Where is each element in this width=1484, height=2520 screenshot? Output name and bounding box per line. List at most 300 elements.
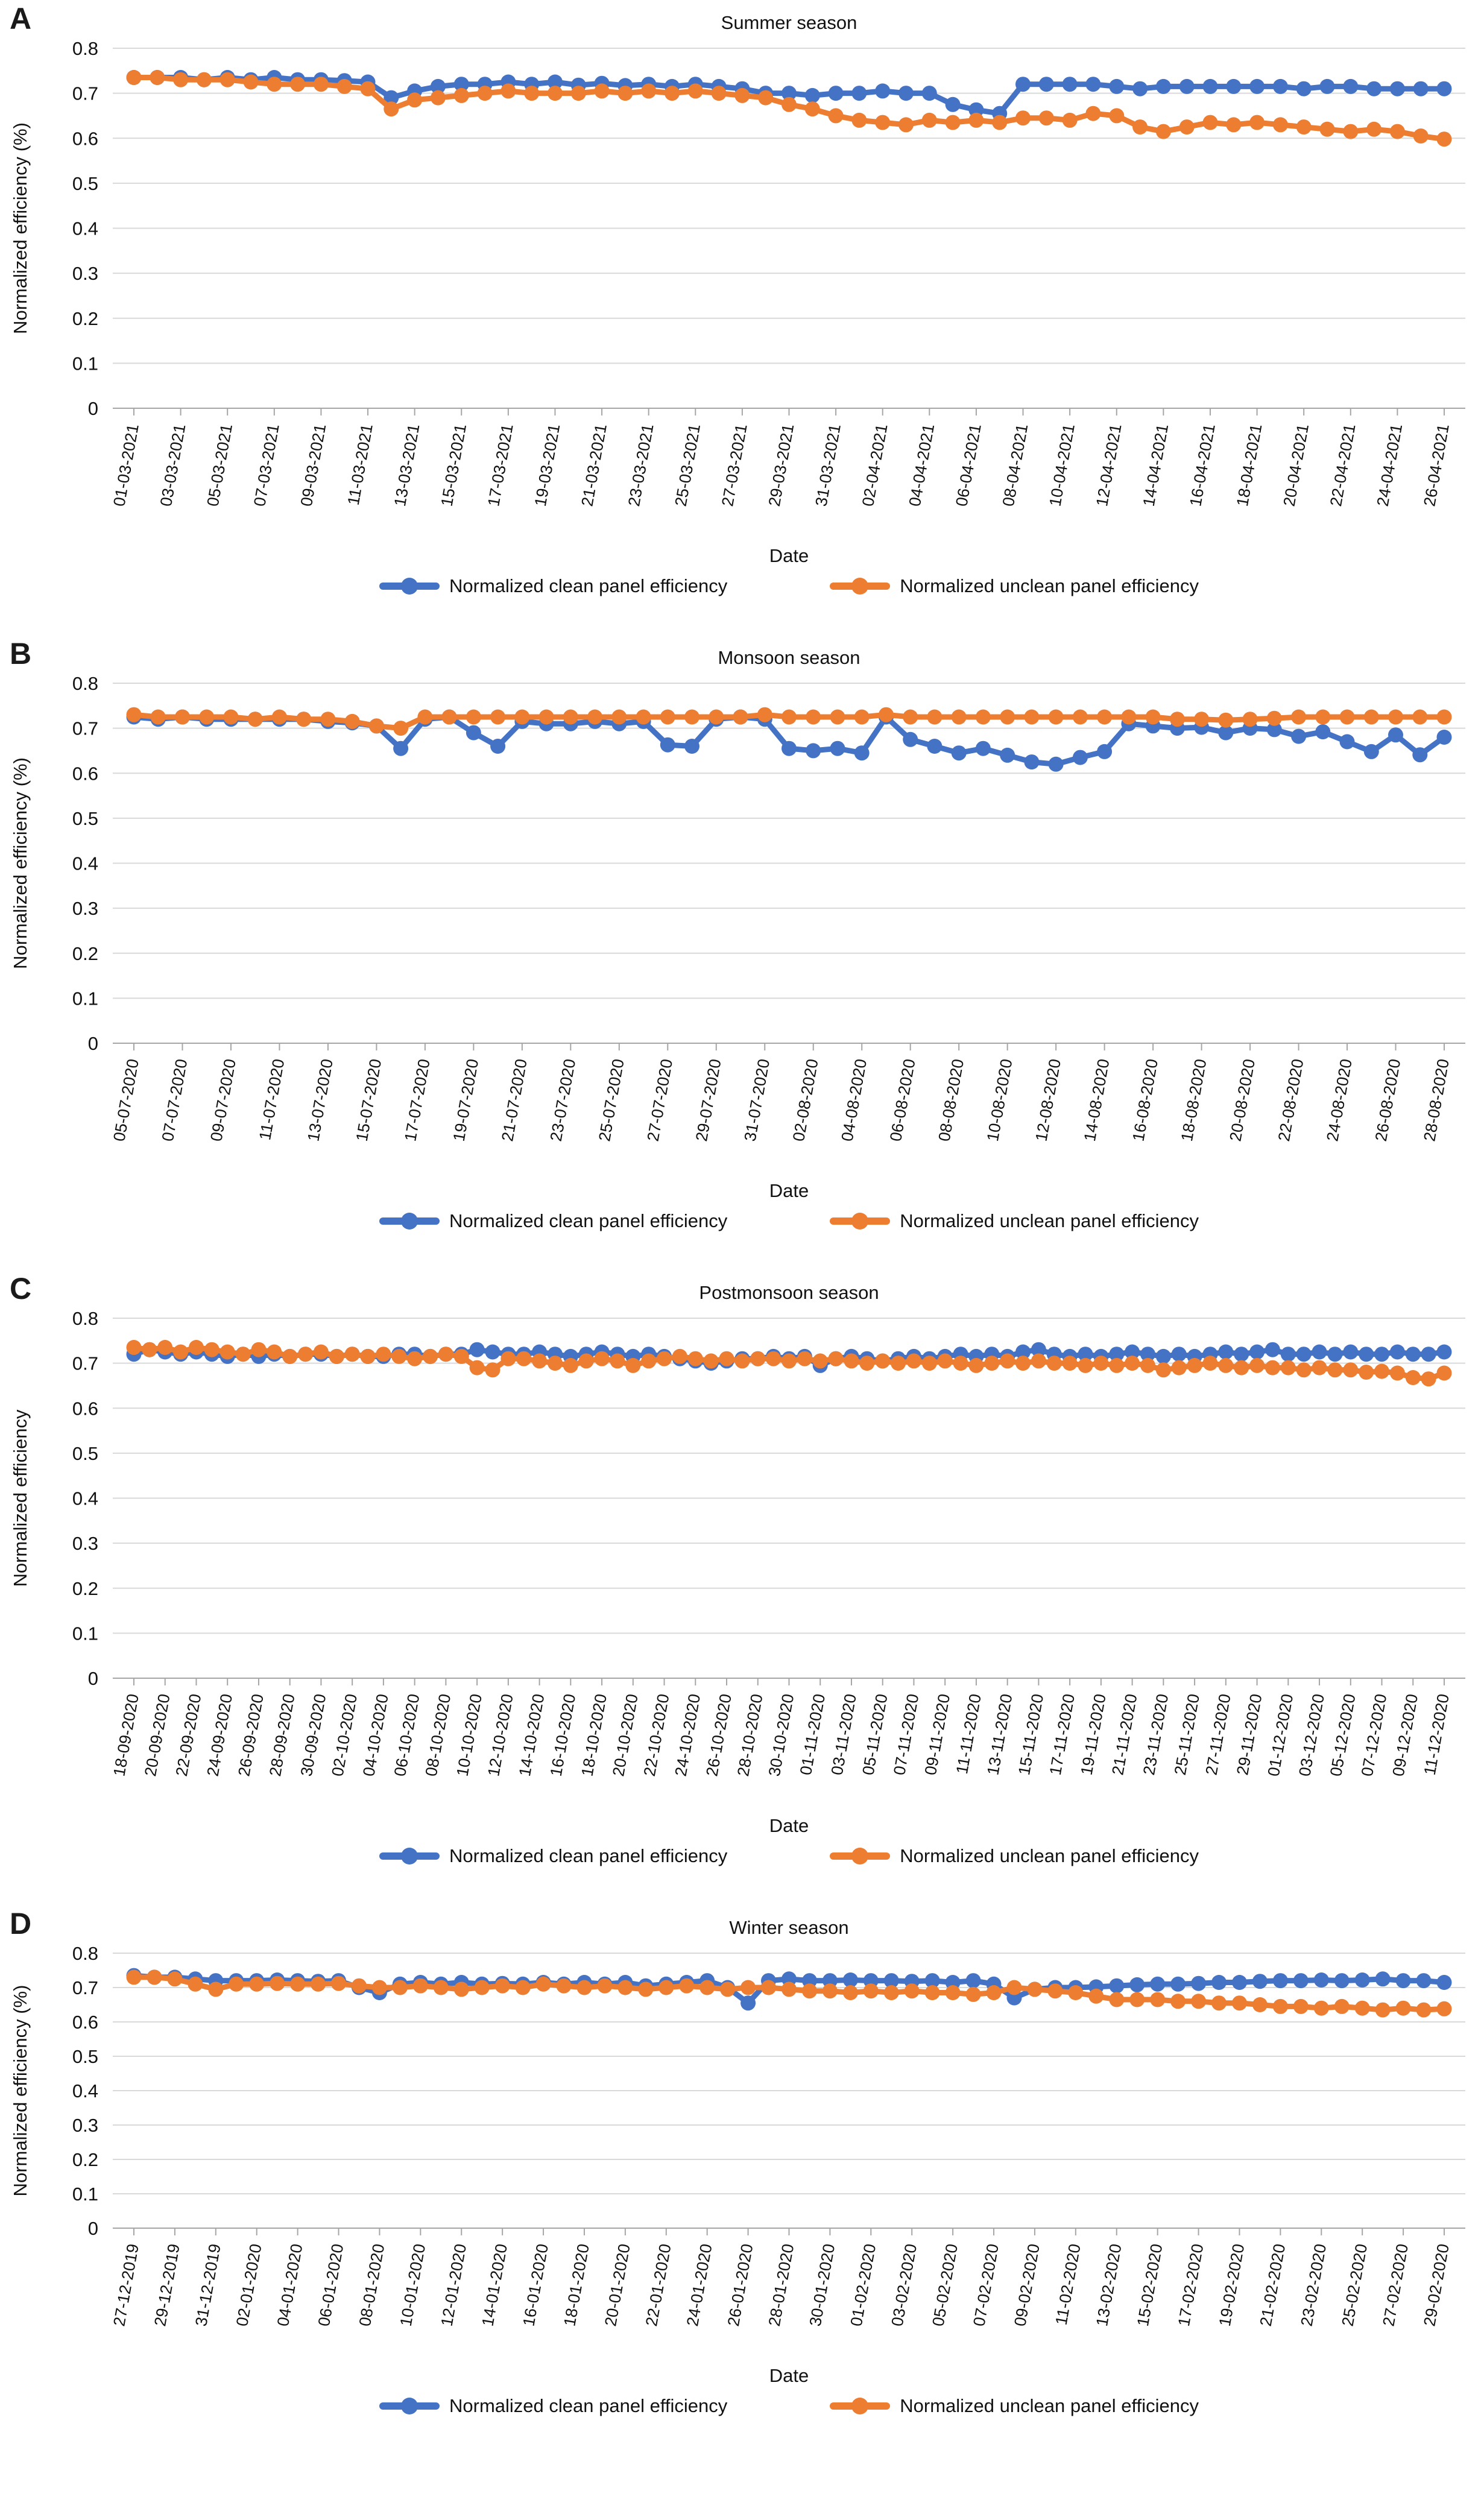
data-point-marker bbox=[248, 712, 263, 727]
data-point-marker bbox=[1390, 1366, 1405, 1381]
data-point-marker bbox=[127, 1969, 142, 1985]
data-point-marker bbox=[1150, 1992, 1165, 2007]
x-tick-label: 17-11-2020 bbox=[1046, 1692, 1079, 1777]
data-point-marker bbox=[1129, 1977, 1145, 1992]
x-tick-label: 16-01-2020 bbox=[519, 2242, 552, 2328]
data-point-marker bbox=[851, 86, 867, 101]
panel-winter-header bbox=[0, 1909, 1484, 1941]
x-tick-label: 22-10-2020 bbox=[640, 1692, 673, 1778]
data-point-marker bbox=[1015, 1356, 1031, 1371]
data-point-marker bbox=[1265, 1342, 1280, 1357]
legend-clean-label: Normalized clean panel efficiency bbox=[449, 2395, 728, 2416]
data-point-marker bbox=[1273, 117, 1288, 132]
y-tick-label: 0.8 bbox=[72, 38, 98, 59]
data-point-marker bbox=[781, 741, 797, 756]
data-point-marker bbox=[688, 83, 703, 98]
data-point-marker bbox=[1194, 712, 1209, 727]
x-tick-label: 07-07-2020 bbox=[158, 1057, 191, 1143]
data-point-marker bbox=[1047, 1356, 1062, 1371]
x-tick-label: 24-04-2021 bbox=[1373, 422, 1406, 508]
data-point-marker bbox=[1109, 1978, 1124, 1994]
data-point-marker bbox=[1109, 79, 1124, 94]
data-point-marker bbox=[1291, 710, 1306, 725]
data-point-marker bbox=[968, 113, 984, 128]
y-tick-label: 0.7 bbox=[72, 1977, 98, 1998]
y-tick-label: 0.8 bbox=[72, 1308, 98, 1329]
data-point-marker bbox=[376, 1347, 391, 1362]
data-point-marker bbox=[1314, 1972, 1329, 1988]
x-tick-label: 11-07-2020 bbox=[256, 1057, 288, 1142]
data-point-marker bbox=[1000, 748, 1015, 763]
data-point-marker bbox=[709, 710, 724, 725]
data-point-marker bbox=[660, 710, 675, 725]
x-tick-label: 24-10-2020 bbox=[671, 1692, 704, 1778]
data-point-marker bbox=[638, 1982, 653, 1997]
x-tick-label: 23-11-2020 bbox=[1140, 1692, 1172, 1777]
data-point-marker bbox=[1249, 1358, 1265, 1373]
data-point-marker bbox=[1340, 710, 1355, 725]
x-tick-label: 25-02-2020 bbox=[1338, 2242, 1371, 2328]
x-tick-label: 19-11-2020 bbox=[1077, 1692, 1110, 1777]
x-tick-label: 04-01-2020 bbox=[274, 2242, 306, 2328]
panel-title-monsoon: Monsoon season bbox=[718, 647, 860, 668]
data-point-marker bbox=[823, 1983, 838, 1998]
data-point-marker bbox=[167, 1971, 182, 1986]
data-point-marker bbox=[532, 1353, 547, 1368]
x-tick-label: 31-03-2021 bbox=[812, 422, 845, 508]
data-point-marker bbox=[345, 1347, 360, 1362]
data-point-marker bbox=[1312, 1360, 1327, 1375]
data-point-marker bbox=[1314, 2001, 1329, 2016]
panel-summer-header bbox=[0, 4, 1484, 36]
data-point-marker bbox=[361, 1349, 376, 1364]
x-tick-label: 21-02-2020 bbox=[1256, 2242, 1289, 2328]
data-point-marker bbox=[320, 712, 335, 727]
data-point-marker bbox=[1232, 1975, 1247, 1990]
data-point-marker bbox=[490, 739, 505, 754]
data-point-marker bbox=[966, 1987, 981, 2002]
y-axis-tick-labels bbox=[72, 673, 98, 1054]
x-tick-label: 18-08-2020 bbox=[1177, 1057, 1210, 1143]
x-tick-label: 19-03-2021 bbox=[531, 422, 564, 508]
x-tick-label: 28-08-2020 bbox=[1420, 1057, 1453, 1143]
data-point-marker bbox=[1068, 1985, 1083, 2000]
data-point-marker bbox=[244, 75, 259, 90]
x-tick-label: 02-08-2020 bbox=[789, 1057, 822, 1143]
data-point-marker bbox=[434, 1980, 449, 1995]
data-point-marker bbox=[1218, 713, 1233, 728]
data-point-marker bbox=[884, 1985, 899, 2000]
data-point-marker bbox=[1390, 124, 1405, 139]
panel-letter-b: B bbox=[10, 637, 32, 671]
y-axis-title: Normalized efficiency bbox=[10, 1409, 31, 1587]
data-point-marker bbox=[485, 1362, 500, 1377]
data-point-marker bbox=[296, 712, 311, 727]
data-point-marker bbox=[236, 1347, 251, 1362]
data-point-marker bbox=[952, 745, 967, 760]
x-tick-label: 13-03-2021 bbox=[391, 422, 423, 508]
legend-clean-label: Normalized clean panel efficiency bbox=[449, 575, 728, 596]
data-point-marker bbox=[369, 718, 384, 733]
data-point-marker bbox=[927, 739, 942, 754]
data-point-marker bbox=[699, 1980, 715, 1995]
postmonsoon-season-chart bbox=[0, 1306, 1484, 1816]
data-point-marker bbox=[757, 707, 772, 722]
data-point-marker bbox=[830, 741, 845, 756]
x-tick-label: 26-01-2020 bbox=[724, 2242, 757, 2328]
x-tick-label: 24-09-2020 bbox=[203, 1692, 236, 1778]
x-tick-label: 15-11-2020 bbox=[1015, 1692, 1047, 1777]
data-point-marker bbox=[571, 86, 586, 101]
data-point-marker bbox=[1396, 1973, 1411, 1988]
data-point-marker bbox=[548, 1356, 563, 1371]
data-point-marker bbox=[617, 86, 633, 101]
data-point-marker bbox=[1073, 750, 1088, 765]
data-point-marker bbox=[968, 1358, 984, 1373]
x-tick-label: 18-09-2020 bbox=[110, 1692, 142, 1778]
data-point-marker bbox=[925, 1985, 940, 2000]
y-axis-title: Normalized efficiency (%) bbox=[10, 757, 31, 969]
data-point-marker bbox=[684, 710, 699, 725]
data-point-marker bbox=[1296, 1362, 1312, 1377]
data-point-marker bbox=[282, 1349, 297, 1364]
gridlines bbox=[113, 1318, 1465, 1678]
data-point-marker bbox=[1007, 1980, 1022, 1995]
data-point-marker bbox=[290, 77, 305, 92]
data-point-marker bbox=[987, 1985, 1002, 2000]
y-axis-tick-labels bbox=[72, 1943, 98, 2239]
data-point-marker bbox=[311, 1977, 326, 1992]
x-tick-label: 17-02-2020 bbox=[1174, 2242, 1207, 2328]
x-axis-title-monsoon: Date bbox=[769, 1180, 809, 1201]
data-point-marker bbox=[617, 1980, 633, 1995]
data-point-marker bbox=[1334, 1973, 1350, 1988]
x-tick-label: 01-12-2020 bbox=[1264, 1692, 1297, 1778]
y-tick-label: 0 bbox=[87, 2218, 98, 2239]
data-point-marker bbox=[1015, 110, 1031, 125]
data-point-marker bbox=[854, 745, 870, 760]
y-tick-label: 0.3 bbox=[72, 2115, 98, 2136]
data-point-marker bbox=[844, 1353, 859, 1368]
data-point-marker bbox=[1296, 81, 1312, 96]
x-tick-label: 20-01-2020 bbox=[601, 2242, 634, 2328]
data-point-marker bbox=[1273, 1999, 1288, 2014]
data-point-marker bbox=[1218, 1345, 1233, 1360]
y-tick-label: 0.4 bbox=[72, 1488, 98, 1509]
unclean-line-marker-icon bbox=[830, 583, 890, 590]
x-tick-label: 04-10-2020 bbox=[359, 1692, 392, 1778]
data-point-marker bbox=[438, 1347, 453, 1362]
data-point-marker bbox=[1265, 1360, 1280, 1375]
data-point-marker bbox=[431, 90, 446, 106]
data-point-marker bbox=[466, 725, 481, 741]
x-tick-label: 21-03-2021 bbox=[578, 422, 610, 508]
x-tick-label: 24-01-2020 bbox=[683, 2242, 716, 2328]
x-tick-label: 30-10-2020 bbox=[765, 1692, 798, 1778]
data-point-marker bbox=[1097, 710, 1112, 725]
data-point-marker bbox=[1000, 1353, 1015, 1368]
x-tick-label: 18-01-2020 bbox=[560, 2242, 593, 2328]
x-tick-label: 03-11-2020 bbox=[827, 1692, 860, 1777]
legend-winter bbox=[113, 2389, 1465, 2424]
data-point-marker bbox=[806, 743, 821, 758]
x-tick-label: 02-01-2020 bbox=[233, 2242, 265, 2328]
data-point-marker bbox=[127, 70, 142, 85]
x-tick-label: 12-04-2021 bbox=[1093, 422, 1125, 508]
data-point-marker bbox=[1273, 79, 1288, 94]
legend-unclean-entry bbox=[830, 575, 1199, 597]
data-point-marker bbox=[657, 1351, 672, 1366]
x-tick-label: 23-07-2020 bbox=[546, 1057, 579, 1143]
legend-clean-entry bbox=[379, 2395, 727, 2417]
data-point-marker bbox=[1293, 1999, 1309, 2014]
data-point-marker bbox=[1179, 79, 1195, 94]
legend-unclean-label: Normalized unclean panel efficiency bbox=[900, 1845, 1199, 1866]
data-point-marker bbox=[1039, 110, 1054, 125]
data-point-marker bbox=[830, 710, 845, 725]
panel-letter-a: A bbox=[10, 2, 32, 36]
x-tick-label: 27-11-2020 bbox=[1202, 1692, 1234, 1777]
data-point-marker bbox=[750, 1351, 765, 1366]
y-tick-label: 0.1 bbox=[72, 1623, 98, 1644]
data-point-marker bbox=[548, 86, 563, 101]
x-tick-label: 16-08-2020 bbox=[1129, 1057, 1162, 1143]
panel-summer bbox=[0, 4, 1484, 604]
data-point-marker bbox=[485, 1345, 500, 1360]
data-point-marker bbox=[1129, 1992, 1145, 2007]
data-point-marker bbox=[204, 1342, 219, 1357]
data-point-marker bbox=[1170, 712, 1185, 727]
data-point-marker bbox=[1437, 710, 1452, 725]
data-point-marker bbox=[875, 1353, 890, 1368]
data-point-marker bbox=[267, 1345, 282, 1360]
x-tick-label: 09-02-2020 bbox=[1011, 2242, 1043, 2328]
legend-unclean-entry bbox=[830, 1845, 1199, 1867]
data-point-marker bbox=[1375, 2003, 1391, 2018]
data-point-marker bbox=[734, 88, 750, 103]
data-point-marker bbox=[688, 1351, 703, 1366]
x-tick-label: 09-07-2020 bbox=[207, 1057, 239, 1143]
data-point-marker bbox=[879, 707, 894, 722]
x-tick-label: 26-10-2020 bbox=[703, 1692, 735, 1778]
data-point-marker bbox=[1437, 1345, 1452, 1360]
data-point-marker bbox=[1073, 710, 1088, 725]
data-point-marker bbox=[563, 710, 578, 725]
x-tick-label: 26-08-2020 bbox=[1371, 1057, 1404, 1143]
data-point-marker bbox=[1375, 1971, 1391, 1986]
data-point-marker bbox=[1156, 124, 1171, 139]
legend-unclean-entry bbox=[830, 2395, 1199, 2417]
x-tick-label: 02-10-2020 bbox=[328, 1692, 361, 1778]
data-point-marker bbox=[1366, 81, 1381, 96]
data-point-marker bbox=[229, 1977, 244, 1992]
x-tick-label: 18-10-2020 bbox=[578, 1692, 610, 1778]
data-point-marker bbox=[478, 86, 493, 101]
data-point-marker bbox=[1078, 1358, 1093, 1373]
x-tick-label: 12-08-2020 bbox=[1032, 1057, 1065, 1143]
data-point-marker bbox=[1125, 1356, 1140, 1371]
data-point-marker bbox=[423, 1349, 438, 1364]
data-point-marker bbox=[740, 1980, 756, 1995]
data-point-marker bbox=[1437, 131, 1452, 147]
data-point-marker bbox=[151, 710, 166, 725]
x-tick-label: 06-01-2020 bbox=[314, 2242, 347, 2328]
x-tick-label: 18-04-2021 bbox=[1233, 422, 1266, 508]
x-tick-label: 05-12-2020 bbox=[1327, 1692, 1359, 1778]
x-tick-label: 27-02-2020 bbox=[1379, 2242, 1412, 2328]
data-point-marker bbox=[1234, 1347, 1249, 1362]
data-point-marker bbox=[684, 739, 699, 754]
x-tick-label: 13-11-2020 bbox=[984, 1692, 1016, 1777]
data-point-marker bbox=[1249, 115, 1265, 130]
data-point-marker bbox=[927, 710, 942, 725]
data-point-marker bbox=[142, 1342, 157, 1357]
data-point-marker bbox=[1024, 710, 1039, 725]
data-point-marker bbox=[1406, 1347, 1421, 1362]
data-point-marker bbox=[298, 1347, 313, 1362]
data-point-marker bbox=[175, 710, 190, 725]
clean-line-marker-icon bbox=[379, 1217, 440, 1225]
data-point-marker bbox=[1085, 106, 1100, 121]
data-point-marker bbox=[470, 1342, 485, 1357]
y-axis-tick-labels bbox=[72, 1308, 98, 1689]
data-point-marker bbox=[875, 83, 890, 98]
x-tick-label: 07-02-2020 bbox=[970, 2242, 1002, 2328]
data-point-marker bbox=[1396, 2001, 1411, 2016]
x-tick-label: 15-07-2020 bbox=[352, 1057, 385, 1143]
data-point-marker bbox=[1327, 1347, 1342, 1362]
data-point-marker bbox=[147, 1969, 162, 1985]
data-point-marker bbox=[1226, 79, 1241, 94]
x-tick-label: 27-12-2019 bbox=[110, 2242, 142, 2328]
x-tick-label: 28-09-2020 bbox=[266, 1692, 298, 1778]
data-point-marker bbox=[495, 1978, 510, 1994]
data-point-marker bbox=[454, 1349, 469, 1364]
x-tick-label: 07-03-2021 bbox=[250, 422, 283, 508]
summer-season-chart bbox=[0, 36, 1484, 546]
data-point-marker bbox=[610, 1353, 625, 1368]
data-point-marker bbox=[413, 1978, 428, 1994]
y-tick-label: 0.4 bbox=[72, 2080, 98, 2102]
x-axis-tick-labels bbox=[110, 1678, 1453, 1778]
x-tick-label: 01-11-2020 bbox=[796, 1692, 829, 1777]
y-tick-label: 0.7 bbox=[72, 718, 98, 739]
data-point-marker bbox=[1000, 710, 1015, 725]
data-point-marker bbox=[1211, 1975, 1227, 1990]
data-point-marker bbox=[802, 1983, 817, 1998]
data-point-marker bbox=[1049, 757, 1064, 772]
data-point-marker bbox=[946, 1985, 961, 2000]
x-tick-label: 26-09-2020 bbox=[235, 1692, 267, 1778]
unclean-line-marker-icon bbox=[830, 2402, 890, 2410]
data-point-marker bbox=[829, 108, 844, 123]
x-tick-label: 10-04-2021 bbox=[1046, 422, 1079, 508]
x-tick-label: 12-01-2020 bbox=[437, 2242, 470, 2328]
x-tick-label: 17-03-2021 bbox=[484, 422, 517, 508]
data-point-marker bbox=[1085, 77, 1100, 92]
y-tick-label: 0.1 bbox=[72, 988, 98, 1009]
data-point-marker bbox=[805, 88, 820, 103]
data-point-marker bbox=[1203, 115, 1218, 130]
data-point-marker bbox=[1121, 710, 1136, 725]
x-tick-label: 08-10-2020 bbox=[422, 1692, 455, 1778]
x-axis-tick-labels bbox=[110, 1043, 1453, 1143]
x-tick-label: 10-10-2020 bbox=[453, 1692, 486, 1778]
x-tick-label: 15-03-2021 bbox=[437, 422, 470, 508]
x-tick-label: 29-12-2019 bbox=[151, 2242, 183, 2328]
data-point-marker bbox=[1172, 1347, 1187, 1362]
y-tick-label: 0.1 bbox=[72, 2184, 98, 2205]
legend-clean-label: Normalized clean panel efficiency bbox=[449, 1845, 728, 1866]
y-tick-label: 0.5 bbox=[72, 1442, 98, 1464]
data-point-marker bbox=[679, 1978, 694, 1994]
data-point-marker bbox=[1416, 1973, 1432, 1988]
data-point-marker bbox=[1359, 1347, 1374, 1362]
y-tick-label: 0.6 bbox=[72, 1398, 98, 1419]
x-tick-label: 23-03-2021 bbox=[625, 422, 657, 508]
x-tick-label: 28-10-2020 bbox=[734, 1692, 766, 1778]
y-tick-label: 0.2 bbox=[72, 1577, 98, 1599]
panel-winter bbox=[0, 1909, 1484, 2424]
data-point-marker bbox=[1340, 734, 1355, 750]
data-point-marker bbox=[1355, 1972, 1370, 1988]
data-point-marker bbox=[1437, 730, 1452, 745]
x-tick-label: 07-12-2020 bbox=[1357, 1692, 1391, 1778]
y-tick-label: 0.5 bbox=[72, 172, 98, 194]
data-point-marker bbox=[1015, 77, 1031, 92]
legend-clean-entry bbox=[379, 1845, 727, 1867]
data-point-marker bbox=[516, 1351, 531, 1366]
x-tick-label: 14-08-2020 bbox=[1081, 1057, 1113, 1143]
data-point-marker bbox=[393, 721, 408, 736]
x-tick-label: 04-08-2020 bbox=[838, 1057, 871, 1143]
x-tick-label: 11-03-2021 bbox=[344, 422, 376, 507]
y-axis-title: Normalized efficiency (%) bbox=[10, 122, 31, 334]
data-point-marker bbox=[1343, 1362, 1358, 1377]
x-tick-label: 23-02-2020 bbox=[1297, 2242, 1330, 2328]
data-point-marker bbox=[1374, 1347, 1389, 1362]
data-point-marker bbox=[127, 1340, 142, 1355]
data-point-marker bbox=[337, 79, 352, 94]
data-point-marker bbox=[442, 710, 457, 725]
data-point-marker bbox=[1211, 1995, 1227, 2010]
y-axis-tick-labels bbox=[72, 38, 98, 419]
data-point-marker bbox=[1412, 747, 1427, 762]
data-point-marker bbox=[1390, 1345, 1405, 1360]
panel-postmonsoon bbox=[0, 1274, 1484, 1874]
panel-title-summer: Summer season bbox=[721, 12, 857, 33]
x-tick-label: 03-03-2021 bbox=[156, 422, 189, 508]
data-point-marker bbox=[1437, 2001, 1452, 2016]
data-point-marker bbox=[1359, 1365, 1374, 1380]
y-tick-label: 0.6 bbox=[72, 2012, 98, 2033]
x-axis-title-winter: Date bbox=[769, 2365, 809, 2386]
data-point-marker bbox=[516, 1980, 531, 1995]
data-point-marker bbox=[1226, 117, 1241, 132]
y-tick-label: 0.3 bbox=[72, 1533, 98, 1555]
data-point-marker bbox=[1252, 1997, 1268, 2012]
y-axis-title: Normalized efficiency (%) bbox=[10, 1985, 31, 2197]
data-point-marker bbox=[1179, 119, 1195, 134]
x-tick-label: 12-10-2020 bbox=[484, 1692, 517, 1778]
data-point-marker bbox=[500, 83, 516, 98]
data-point-marker bbox=[1412, 710, 1427, 725]
data-point-marker bbox=[1364, 744, 1379, 759]
data-point-marker bbox=[331, 1976, 346, 1991]
data-point-marker bbox=[806, 710, 821, 725]
data-point-marker bbox=[1416, 2003, 1432, 2018]
legend-unclean-label: Normalized unclean panel efficiency bbox=[900, 1210, 1199, 1231]
